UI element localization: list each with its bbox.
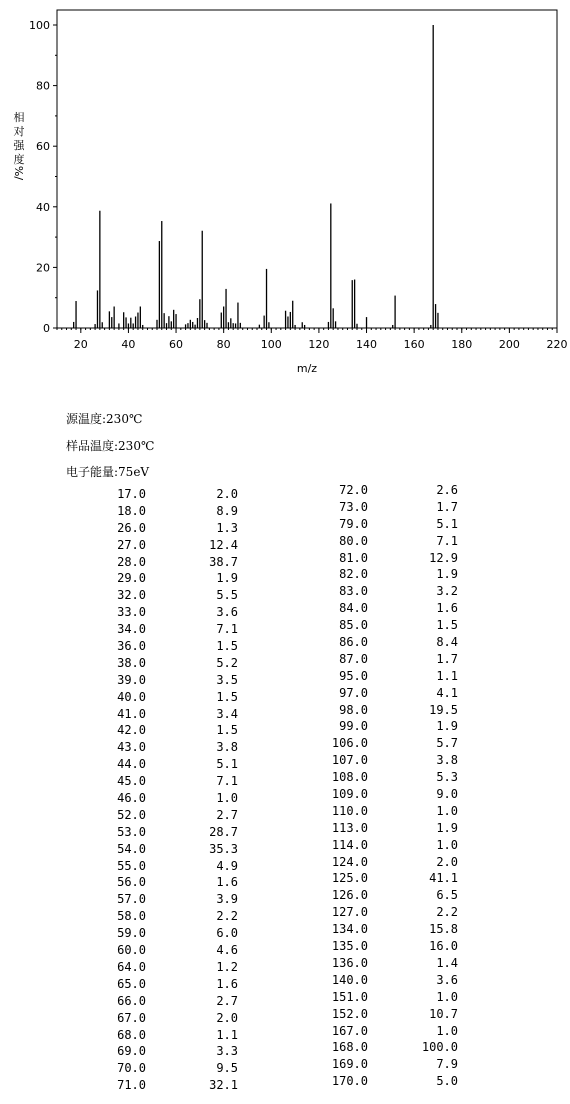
x-axis-label: m/z [296,362,318,375]
mz-value: 109.0 [331,787,368,802]
intensity-value: 28.7 [209,824,238,839]
intensity-value: 2.2 [216,909,238,924]
mz-value: 59.0 [117,926,146,941]
intensity-value: 5.1 [216,757,238,772]
mz-value: 83.0 [339,584,368,599]
mz-value: 36.0 [117,639,146,654]
y-tick-label: 20 [36,261,50,275]
mz-value: 127.0 [331,905,368,920]
y-tick-label: 60 [36,140,50,154]
intensity-value: 3.4 [216,706,238,721]
intensity-value: 1.1 [216,1027,238,1042]
intensity-value: 12.9 [429,550,458,565]
x-tick-label: 100 [260,338,282,351]
mz-value: 46.0 [117,791,146,806]
x-tick-label: 60 [169,338,184,351]
intensity-value: 1.6 [436,601,458,616]
intensity-value: 3.3 [216,1044,238,1059]
mz-value: 55.0 [117,858,146,873]
mz-value: 80.0 [339,533,368,548]
x-tick-label: 220 [546,338,568,351]
mz-value: 57.0 [117,892,146,907]
left-intensity-column [186,486,238,1094]
mz-value: 82.0 [339,567,368,582]
mz-value: 98.0 [339,702,368,717]
mz-value: 26.0 [117,520,146,535]
y-label-char-5: %/ [12,165,25,181]
mz-value: 73.0 [339,499,368,514]
intensity-value: 7.1 [216,622,238,637]
mz-value: 95.0 [339,668,368,683]
mz-value: 60.0 [117,943,146,958]
mz-value: 87.0 [339,651,368,666]
mz-value: 58.0 [117,909,146,924]
intensity-value: 4.9 [216,858,238,873]
mz-value: 41.0 [117,706,146,721]
intensity-value: 6.0 [216,926,238,941]
mz-value: 136.0 [331,955,368,970]
intensity-value: 41.1 [429,871,458,886]
y-label-char-1: 相 [13,111,25,124]
intensity-value: 1.5 [436,618,458,633]
x-tick-label: 180 [451,338,473,351]
mz-value: 140.0 [331,972,368,987]
mz-value: 106.0 [331,736,368,751]
mz-value: 110.0 [331,803,368,818]
electron-energy: 电子能量:75eV [66,465,150,479]
mz-value: 71.0 [117,1078,146,1093]
mz-value: 70.0 [117,1061,146,1076]
intensity-value: 32.1 [209,1078,238,1093]
intensity-value: 2.0 [216,1010,238,1025]
x-tick-label: 80 [216,338,231,351]
mz-value: 125.0 [331,871,368,886]
mz-value: 32.0 [117,588,146,603]
mz-value: 124.0 [331,854,368,869]
mz-value: 67.0 [117,1010,146,1025]
mz-value: 29.0 [117,571,146,586]
intensity-value: 16.0 [429,939,458,954]
intensity-value: 7.1 [216,774,238,789]
intensity-value: 2.0 [216,487,238,501]
mz-value: 56.0 [117,875,146,890]
mass-spectrum-chart [0,0,570,380]
intensity-value: 1.7 [436,499,458,514]
x-tick-label: 140 [356,338,378,351]
mz-value: 69.0 [117,1044,146,1059]
mz-value: 53.0 [117,824,146,839]
spectrum-bars [74,25,438,328]
mz-value: 85.0 [339,618,368,633]
intensity-value: 1.0 [436,989,458,1004]
y-tick-label: 100 [29,19,50,32]
mz-value: 99.0 [339,719,368,734]
mz-value: 86.0 [339,635,368,650]
x-tick-label: 120 [308,338,330,351]
y-axis-label [12,110,26,180]
mz-value: 34.0 [117,622,146,637]
intensity-value: 1.5 [216,723,238,738]
y-label-char-3: 强 [13,139,25,152]
mz-value: 169.0 [331,1057,368,1072]
intensity-value: 5.5 [216,588,238,603]
intensity-value: 1.9 [436,820,458,835]
mz-value: 52.0 [117,807,146,822]
right-mz-column [318,482,368,1090]
mz-value: 28.0 [117,554,146,569]
intensity-value: 1.2 [216,959,238,974]
intensity-value: 5.1 [436,516,458,531]
intensity-value: 3.6 [216,605,238,620]
sample-temperature: 样品温度:230℃ [66,439,155,453]
y-tick-label: 80 [36,79,50,93]
intensity-value: 19.5 [429,702,458,717]
mz-value: 152.0 [331,1006,368,1021]
mz-value: 38.0 [117,655,146,670]
intensity-value: 1.0 [436,837,458,852]
intensity-value: 15.8 [429,922,458,937]
x-tick-label: 20 [73,338,88,351]
mz-value: 66.0 [117,993,146,1008]
intensity-value: 1.6 [216,875,238,890]
intensity-value: 3.2 [436,584,458,599]
intensity-value: 5.0 [436,1074,458,1089]
intensity-value: 3.5 [216,672,238,687]
intensity-value: 3.6 [436,972,458,987]
intensity-value: 10.7 [429,1006,458,1021]
mz-value: 43.0 [117,740,146,755]
mz-value: 72.0 [339,483,368,497]
intensity-value: 6.5 [436,888,458,903]
mz-value: 108.0 [331,770,368,785]
intensity-value: 3.8 [216,740,238,755]
intensity-value: 7.9 [436,1057,458,1072]
intensity-value: 9.0 [436,787,458,802]
intensity-value: 12.4 [209,537,238,552]
intensity-value: 5.7 [436,736,458,751]
intensity-value: 100.0 [421,1040,458,1055]
mz-value: 134.0 [331,922,368,937]
intensity-value: 2.2 [436,905,458,920]
source-temperature: 源温度:230℃ [66,412,143,426]
mz-value: 27.0 [117,537,146,552]
plot-frame [57,10,557,328]
mz-value: 135.0 [331,939,368,954]
intensity-value: 35.3 [209,841,238,856]
intensity-value: 2.7 [216,993,238,1008]
mz-value: 168.0 [331,1040,368,1055]
intensity-value: 9.5 [216,1061,238,1076]
mz-value: 113.0 [331,820,368,835]
y-label-char-4: 度 [13,153,25,166]
intensity-value: 2.0 [436,854,458,869]
y-tick-label: 0 [43,322,50,335]
y-axis [29,19,57,335]
mz-value: 17.0 [117,487,146,501]
mz-value: 151.0 [331,989,368,1004]
intensity-value: 5.3 [436,770,458,785]
intensity-value: 1.0 [216,791,238,806]
x-tick-label: 160 [403,338,425,351]
mz-value: 126.0 [331,888,368,903]
mz-value: 114.0 [331,837,368,852]
x-axis [74,328,568,351]
mz-value: 81.0 [339,550,368,565]
mz-value: 42.0 [117,723,146,738]
intensity-value: 4.6 [216,943,238,958]
intensity-value: 1.5 [216,689,238,704]
intensity-value: 3.9 [216,892,238,907]
mz-value: 167.0 [331,1023,368,1038]
intensity-value: 5.2 [216,655,238,670]
intensity-value: 7.1 [436,533,458,548]
intensity-value: 1.5 [216,639,238,654]
left-mz-column [96,486,146,1094]
intensity-value: 2.6 [436,483,458,497]
intensity-value: 8.9 [216,503,238,518]
mz-value: 97.0 [339,685,368,700]
intensity-value: 1.1 [436,668,458,683]
mz-value: 107.0 [331,753,368,768]
intensity-value: 1.9 [436,719,458,734]
intensity-value: 38.7 [209,554,238,569]
mz-value: 79.0 [339,516,368,531]
mz-value: 18.0 [117,503,146,518]
intensity-value: 4.1 [436,685,458,700]
mz-value: 54.0 [117,841,146,856]
mz-value: 45.0 [117,774,146,789]
right-intensity-column [406,482,458,1090]
mz-value: 65.0 [117,976,146,991]
y-tick-label: 40 [36,200,50,214]
intensity-value: 1.6 [216,976,238,991]
intensity-value: 1.9 [436,567,458,582]
intensity-value: 3.8 [436,753,458,768]
intensity-value: 8.4 [436,635,458,650]
mz-value: 68.0 [117,1027,146,1042]
intensity-value: 1.4 [436,955,458,970]
mz-value: 84.0 [339,601,368,616]
mz-value: 170.0 [331,1074,368,1089]
mz-value: 44.0 [117,757,146,772]
x-tick-label: 200 [498,338,520,351]
mz-value: 33.0 [117,605,146,620]
intensity-value: 1.9 [216,571,238,586]
x-tick-label: 40 [121,338,136,351]
intensity-value: 1.3 [216,520,238,535]
intensity-value: 1.0 [436,1023,458,1038]
mz-value: 64.0 [117,959,146,974]
mz-value: 39.0 [117,672,146,687]
y-label-char-2: 对 [13,125,25,138]
intensity-value: 2.7 [216,807,238,822]
intensity-value: 1.0 [436,803,458,818]
mz-value: 40.0 [117,689,146,704]
intensity-value: 1.7 [436,651,458,666]
